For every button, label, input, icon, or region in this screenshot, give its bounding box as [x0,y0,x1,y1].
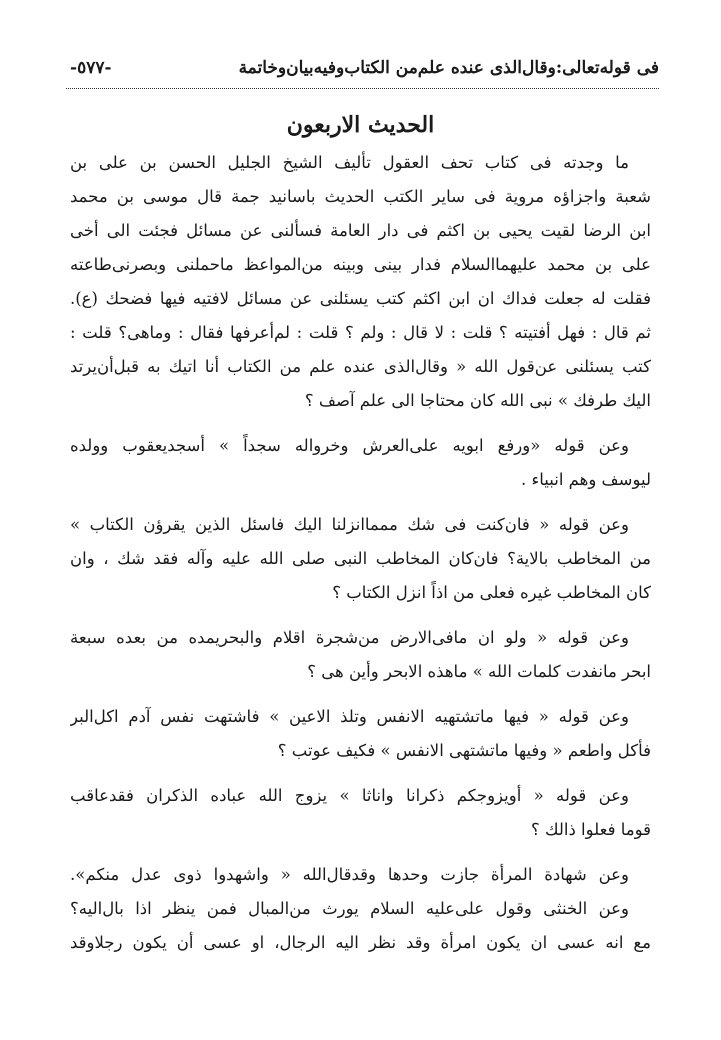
text-line: اليك طرفك » نبى الله كان محتاجا الى علم آصف ؟ [304,391,651,410]
running-title: فى قوله‌تعالى:وقال‌الذى عنده علم‌من الكتاب‌وفيه‌بيان‌وخاتمة [238,58,659,78]
section-heading: الحديث الاربعون [286,112,435,138]
text-line: وعن قوله « أويزوجكم ذكرانا واناثا » يزوج الله عباده الذكران فقدعاقب [70,786,629,805]
text-line: فأكل واطعم « وفيها ماتشتهى الانفس » فكيف عوتب ؟ [277,741,651,760]
text-line: وعن قوله « فيها ماتشتهيه الانفس وتلذ الاعين » فاشتهت نفس آدم اكل‌البر [70,707,629,726]
text-line: كتب يسئلنى عن‌قول الله « وقال‌الذى عنده علم من الكتاب أنا اتيك به قبل‌أن‌يرتد [70,357,651,376]
paragraph [70,858,651,960]
text-line: ما وجدته فى كتاب تحف العقول تأليف الشيخ الجليل الحسن بن على بن [70,153,629,172]
text-line: شعبة واجزاؤه مروية فى ساير الكتب الحديث باسانيد جمة قال موسى بن محمد [70,187,651,206]
paragraph [70,146,651,418]
paragraph [70,508,651,610]
header-divider [66,88,659,89]
body-text [70,146,651,960]
text-line: قوما فعلوا ذالك ؟ [530,820,651,839]
text-line: مع انه عسى ان يكون امرأة وقد نظر اليه الرجال، او عسى أن يكون رجلاوقد [70,933,651,952]
paragraph [70,700,651,768]
text-line: ابحر مانفدت كلمات الله » ماهذه الابحر وأين هى ؟ [307,662,651,681]
text-line: ليوسف وهم انبياء . [521,470,651,489]
text-line: وعن قوله « فان‌كنت فى شك ممماانزلنا اليك فاسئل الذين يقرؤن الكتاب » [70,515,629,534]
page-header [70,52,659,84]
text-line: وعن الخنثى وقول على‌عليه السلام يورث من‌المبال فمن ينظر اذا بال‌اليه؟ [70,899,629,918]
text-line: من المخاطب بالاية؟ فان‌كان المخاطب النبى صلى الله عليه وآله فقد شك ، وان [70,549,651,568]
text-line: وعن شهادة المرأة جازت وحدها وقدقال‌الله « واشهدوا ذوى عدل منكم». [70,865,629,884]
text-line: كان المخاطب غيره فعلى من اذاً انزل الكتاب ؟ [332,583,651,602]
paragraph [70,779,651,847]
text-line: على بن محمد عليهماالسلام فدار بينى وبينه من‌المواعظ ماحملنى وبصرنى‌طاعته [70,255,651,274]
text-line: فقلت له جعلت فداك ان ابن اكثم كتب يسئلنى عن مسائل لافتيه فيها فضحك (ع). [70,289,651,308]
text-line: ثم قال : فهل أفتيته ؟ قلت : لا قال : ولم ؟ قلت : لم‌أعرفها فقال : وماهى؟ قلت : [70,323,651,342]
text-line: ابن الرضا لقيت يحيى بن اكثم فى دار العامة فسألنى عن مسائل فجئت الى أخى [70,221,651,240]
text-line: وعن قوله «ورفع ابويه على‌العرش وخرواله سجداً » أسجديعقوب وولده [70,436,629,455]
page-number: -٥٧٧- [70,58,112,78]
paragraph [70,621,651,689]
paragraph [70,429,651,497]
text-line: وعن قوله « ولو ان مافى‌الارض من‌شجرة اقلام والبحريمده من بعده سبعة [70,628,629,647]
